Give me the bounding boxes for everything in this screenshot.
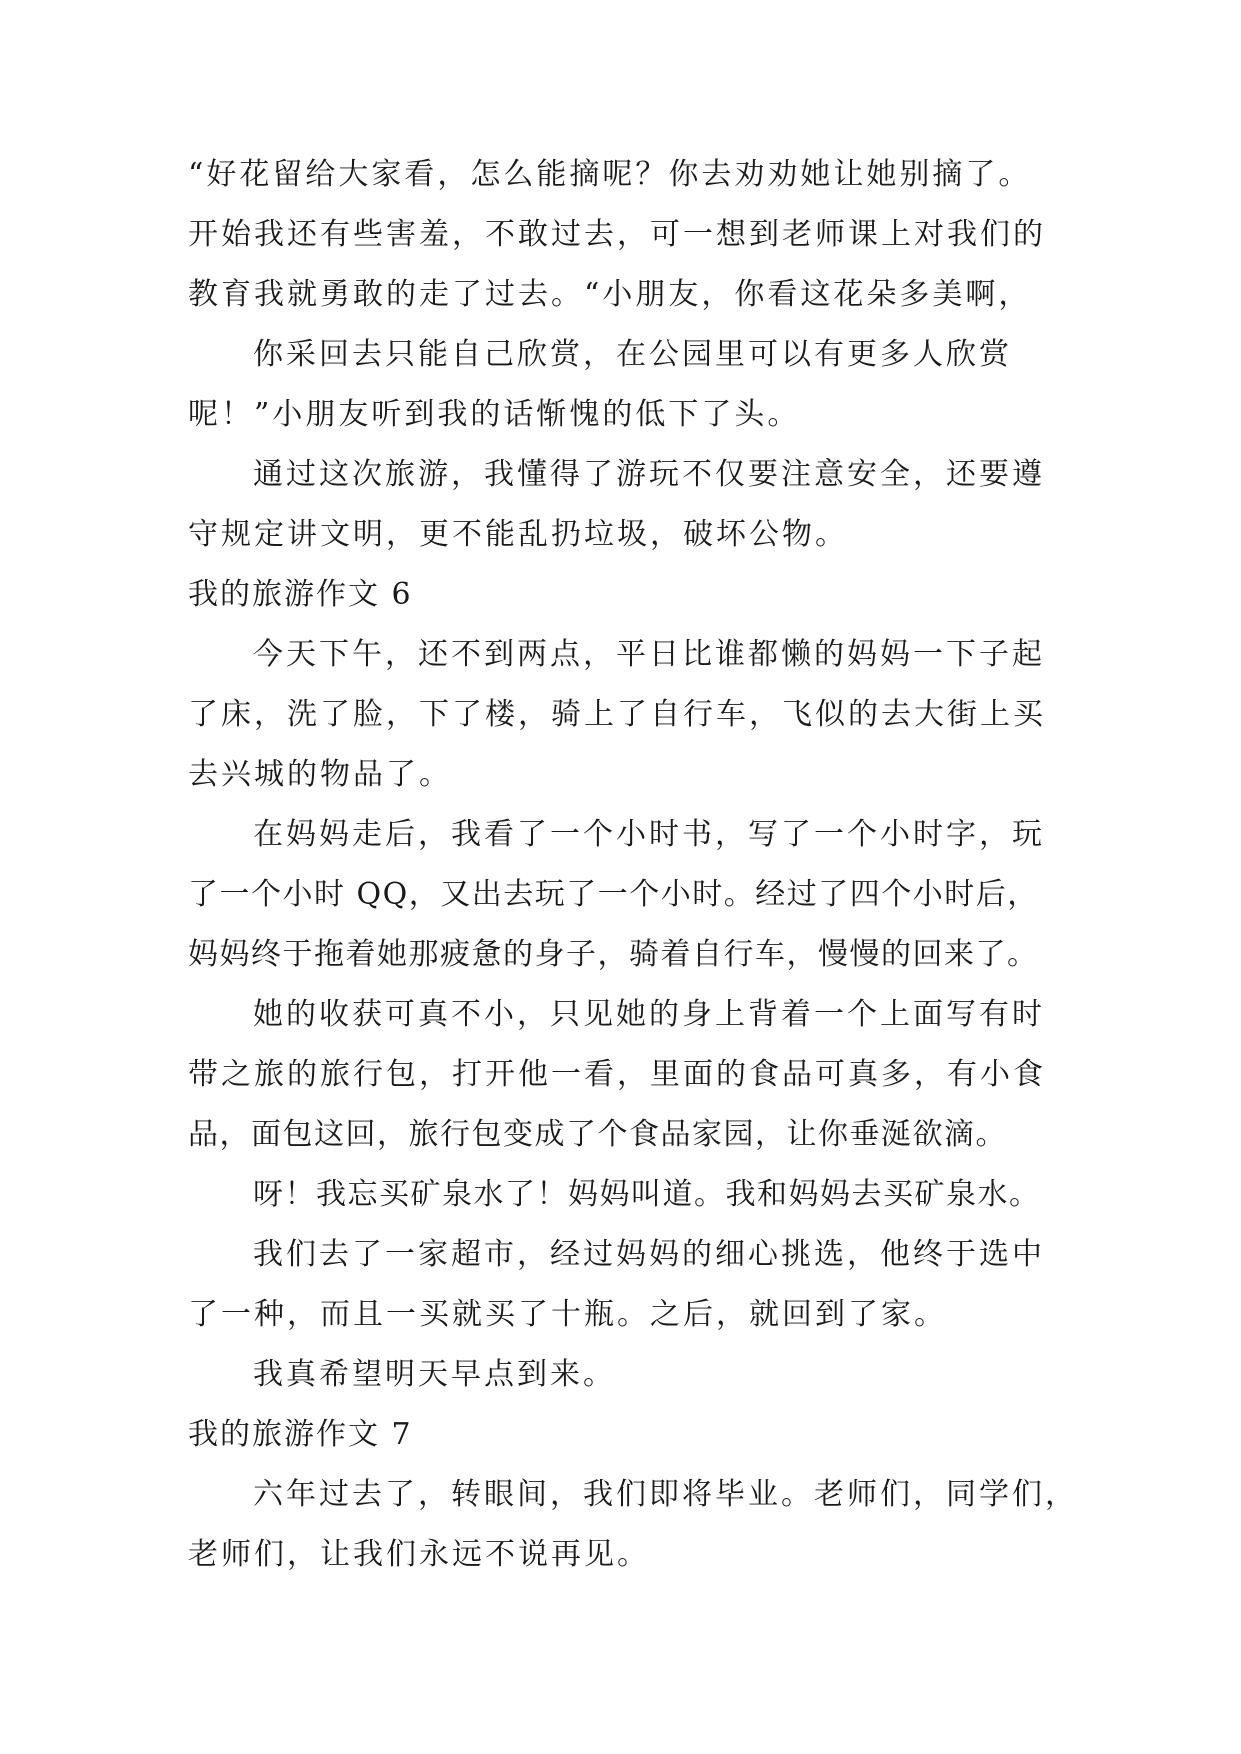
section-heading: 我的旅游作文 7: [188, 1417, 413, 1452]
paragraph-line: 你采回去只能自己欣赏，在公园里可以有更多人欣赏: [253, 337, 1012, 372]
paragraph-line: 去兴城的物品了。: [188, 757, 452, 792]
paragraph-line: 守规定讲文明，更不能乱扔垃圾，破坏公物。: [188, 517, 848, 552]
paragraph-line: 教育我就勇敢的走了过去。“小朋友，你看这花朵多美啊，: [188, 277, 1032, 312]
paragraph-line: “好花留给大家看，怎么能摘呢？你去劝劝她让她别摘了。: [188, 157, 1032, 192]
paragraph-line: 老师们，让我们永远不说再见。: [188, 1537, 650, 1572]
paragraph-line: 通过这次旅游，我懂得了游玩不仅要注意安全，还要遵: [253, 457, 1045, 492]
paragraph-line: 妈妈终于拖着她那疲惫的身子，骑着自行车，慢慢的回来了。: [188, 937, 1039, 972]
paragraph-line: 开始我还有些害羞，不敢过去，可一想到老师课上对我们的: [188, 217, 1046, 252]
paragraph-line: 带之旅的旅行包，打开他一看，里面的食品可真多，有小食: [188, 1057, 1046, 1092]
paragraph-line: 她的收获可真不小，只见她的身上背着一个上面写有时: [253, 997, 1045, 1032]
paragraph-line: 了一个小时 QQ，又出去玩了一个小时。经过了四个小时后，: [188, 877, 1039, 912]
paragraph-line: 我真希望明天早点到来。: [253, 1357, 616, 1392]
paragraph-line: 今天下午，还不到两点，平日比谁都懒的妈妈一下子起: [253, 637, 1045, 672]
paragraph-line: 呀！我忘买矿泉水了！妈妈叫道。我和妈妈去买矿泉水。: [253, 1177, 1041, 1212]
section-heading: 我的旅游作文 6: [188, 577, 413, 612]
paragraph-line: 了一种，而且一买就买了十瓶。之后，就回到了家。: [188, 1297, 947, 1332]
paragraph-line: 呢！”小朋友听到我的话惭愧的低下了头。: [188, 397, 801, 432]
paragraph-line: 了床，洗了脸，下了楼，骑上了自行车，飞似的去大街上买: [188, 697, 1046, 732]
paragraph-line: 品，面包这回，旅行包变成了个食品家园，让你垂涎欲滴。: [188, 1117, 1007, 1152]
paragraph-line: 我们去了一家超市，经过妈妈的细心挑选，他终于选中: [253, 1237, 1045, 1272]
paragraph-line: 在妈妈走后，我看了一个小时书，写了一个小时字，玩: [253, 817, 1045, 852]
paragraph-line: 六年过去了，转眼间，我们即将毕业。老师们，同学们，: [253, 1477, 1078, 1512]
